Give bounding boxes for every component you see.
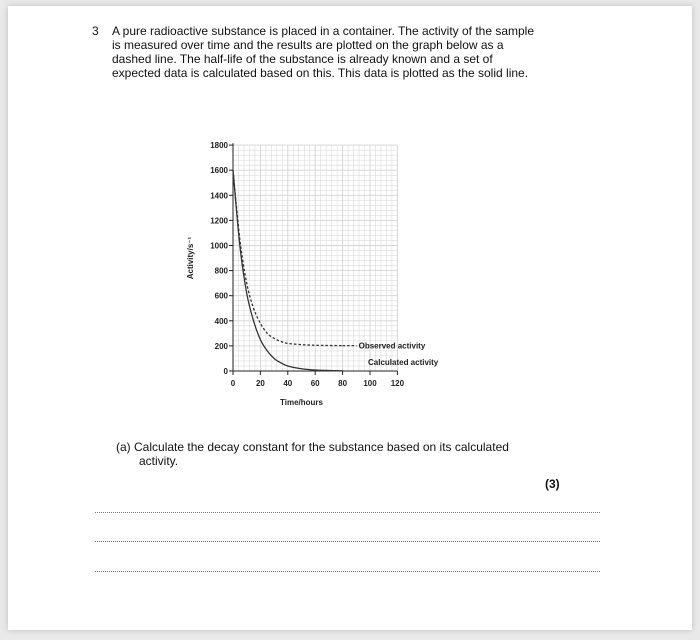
y-axis-label: Activity/s⁻¹	[186, 236, 195, 280]
y-tick-label: 200	[214, 341, 228, 351]
y-tick-label: 1200	[210, 216, 228, 226]
answer-line[interactable]	[95, 541, 600, 542]
y-tick-label: 400	[214, 316, 228, 326]
chart-grid	[233, 145, 397, 371]
legend-observed-activity: Observed activity	[358, 341, 426, 351]
question-line: dashed line. The half-life of the substance is already known and a set of	[112, 52, 493, 66]
answer-line[interactable]	[95, 571, 600, 572]
y-ticks	[210, 141, 233, 376]
x-tick-label: 80	[338, 379, 348, 388]
part-a-text-cont: activity.	[139, 454, 179, 468]
x-tick-label: 0	[230, 379, 236, 388]
activity-time-chart	[8, 6, 692, 426]
question-number: 3	[92, 24, 99, 38]
y-tick-label: 1800	[210, 141, 228, 151]
x-ticks	[231, 371, 405, 388]
question-line: expected data is calculated based on this. This data is plotted as the solid line.	[112, 66, 529, 80]
y-tick-label: 0	[223, 367, 228, 376]
y-tick-label: 1000	[210, 241, 228, 251]
legend-calculated-activity: Calculated activity	[368, 358, 439, 367]
answer-line[interactable]	[95, 512, 600, 513]
question-line: A pure radioactive substance is placed in a container. The activity of the sample	[112, 24, 535, 38]
x-tick-label: 60	[310, 379, 320, 388]
y-tick-label: 1600	[210, 166, 228, 176]
exam-page	[8, 6, 692, 630]
y-tick-label: 600	[214, 291, 228, 301]
part-a	[116, 440, 509, 468]
x-tick-label: 20	[255, 379, 265, 388]
x-axis-label: Time/hours	[280, 398, 323, 407]
x-tick-label: 100	[363, 379, 377, 388]
x-tick-label: 120	[390, 379, 405, 388]
marks-allocation: (3)	[545, 477, 560, 491]
y-tick-label: 800	[214, 266, 228, 276]
question-line: is measured over time and the results are plotted on the graph below as a	[112, 38, 504, 52]
part-a-text: Calculate the decay constant for the substance based on its calculated	[134, 440, 509, 454]
part-a-label: (a)	[116, 440, 131, 454]
chart-axes	[229, 143, 397, 373]
y-tick-label: 1400	[210, 191, 228, 201]
x-tick-label: 40	[283, 379, 293, 388]
